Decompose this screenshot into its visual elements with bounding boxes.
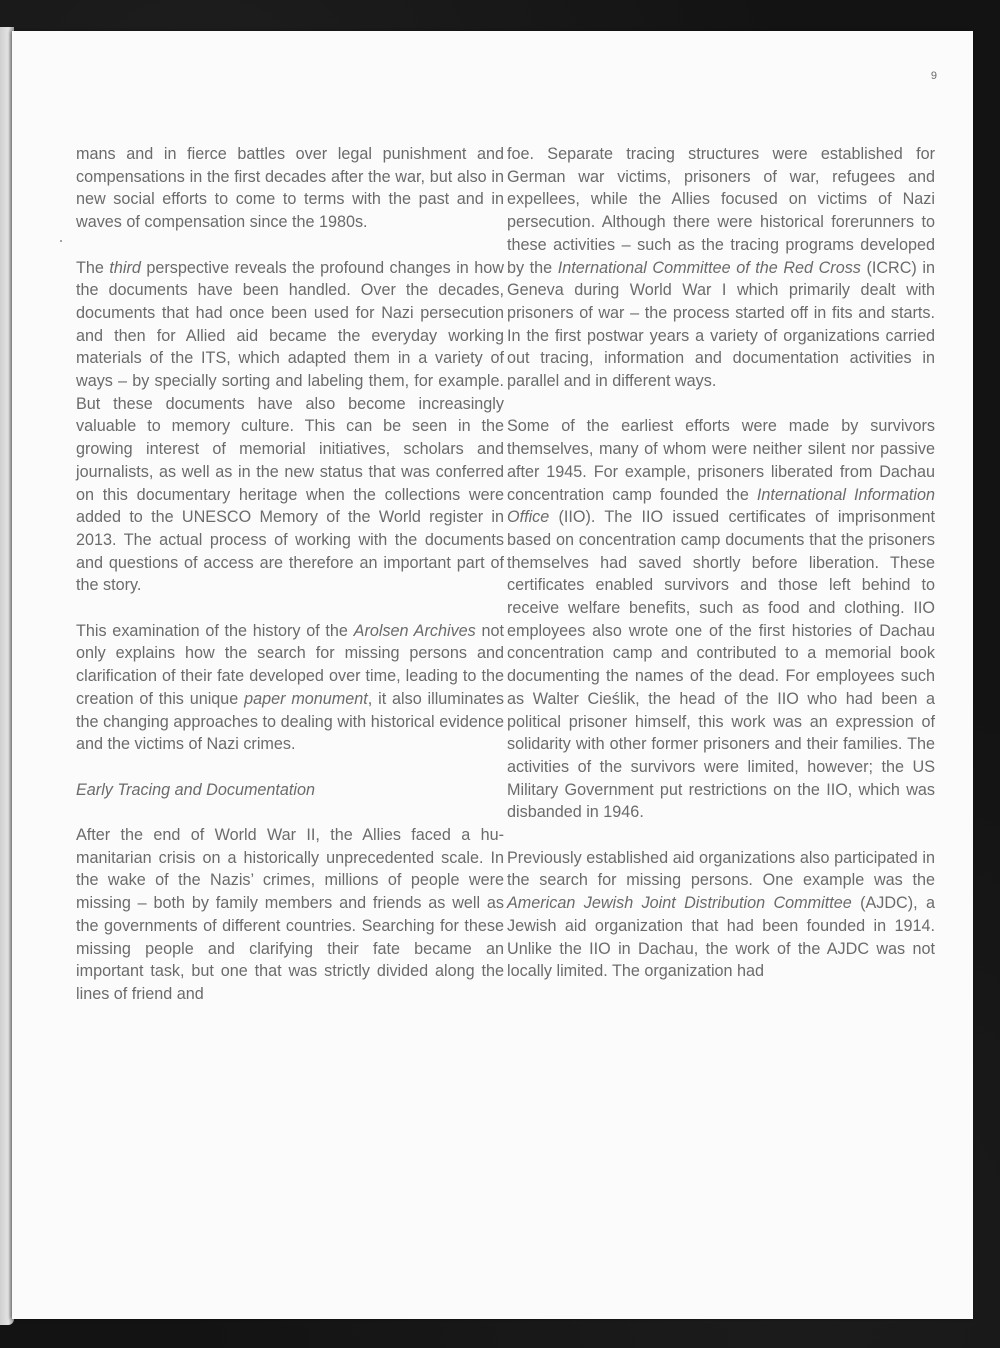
book-page bbox=[12, 31, 973, 1319]
text-segment: (IIO). The IIO issued certificates of imprisonment based on concentration camp documents that the prisoners themselves had saved shortly before liberation. These certificates enabled survivors and those left behind to receive welfare benefits, such as food and clothing. IIO employees also wrote one of the first histories of Dachau concentration camp and contributed to a memorial book documenting the names of the dead. For employees such as Walter Cieślik, the head of the IIO who had been a political prisoner himself, this work was an expression of solidarity with other former prisoners and their families. The activities of the survivors were limited, however; the US Military Government put restrictions on the IIO, which was disbanded in 1946. bbox=[507, 508, 935, 822]
text-segment: This examination of the history of the bbox=[76, 621, 354, 640]
text-segment: The bbox=[76, 258, 110, 277]
text-segment: perspective reveals the profound changes in how the documents have been handled. Over the decades, documents that had once been used for Nazi persecution and then for Allied aid became the everyday working materials of the ITS, which adapted them in a variety of ways – by specially sorting and labeling them, for example. But these documents have also become increasingly valuable to memory culture. This can be seen in the growing interest of memorial initiatives, scholars and journalists, as well as in the new status that was conferred on this documentary heritage when the collections were added to the UNESCO Memory of the World register in 2013. The actual process of working with the documents and questions of access are therefore an important part of the story. bbox=[76, 258, 504, 595]
italic-segment: International Committee of the Red Cross bbox=[557, 258, 861, 277]
text-segment: Previously established aid organizations also participated in the search for missing persons. One example was the bbox=[507, 848, 935, 890]
text-segment: (ICRC) in Geneva during World War I which primarily dealt with prisoners of war – the process started off in fits and starts. In the first postwar years a variety of organizations carried out tracing, information and documentation activities in parallel and in different ways. bbox=[507, 258, 935, 391]
paragraph bbox=[507, 847, 935, 983]
page-number: 9 bbox=[930, 70, 937, 82]
text-segment: not only explains how the search for missing persons and clarification of their fate developed over time, leading to the creation of this unique bbox=[76, 621, 504, 708]
text-segment: foe. Separate tracing structures were established for German war victims, prisoners of war, refugees and expellees, while the Allies focused on victims of Nazi persecution. Although there were historical forerunners to these activities – such as the tracing programs developed by the bbox=[507, 145, 935, 277]
section-heading: Early Tracing and Documentation bbox=[76, 780, 316, 799]
paragraph bbox=[507, 415, 935, 824]
left-column bbox=[76, 143, 504, 1028]
paper-speck bbox=[60, 240, 62, 242]
right-column bbox=[507, 143, 935, 1006]
paragraph bbox=[76, 824, 504, 1006]
paragraph bbox=[76, 257, 504, 598]
paragraph bbox=[76, 143, 504, 234]
italic-segment: Arolsen Archives bbox=[353, 621, 476, 640]
text-segment: (AJDC), a Jewish aid organization that had been founded in 1914. Unlike the IIO in Dachau, the work of the AJDC was not locally limited. The organization had bbox=[507, 894, 935, 981]
italic-segment: third bbox=[109, 258, 141, 277]
italic-segment: paper monument bbox=[244, 689, 368, 708]
text-segment: Some of the earliest efforts were made by survivors themselves, many of whom were neither silent nor passive after 1945. For example, prisoners liberated from Dachau concentration camp founded the bbox=[507, 417, 935, 504]
paragraph bbox=[76, 620, 504, 756]
text-segment: After the end of World War II, the Allies faced a humanitarian crisis on a historically unprecedented scale. In the wake of the Nazis’ crimes, millions of people were missing – both by family members and friends as well as the governments of different countries. Searching for these missing people and clarifying their fate became an important task, but one that was strictly divided along the lines of friend and bbox=[76, 826, 504, 1003]
text-segment: mans and in fierce battles over legal punishment and compensations in the first decades after the war, but also in new social efforts to come to terms with the past and in waves of compensation since the 1980s. bbox=[76, 145, 504, 232]
italic-segment: International Information Office bbox=[507, 485, 935, 527]
italic-segment: American Jewish Joint Distribution Committee bbox=[507, 894, 852, 913]
text-segment: , it also illuminates the changing approaches to dealing with historical evidence and the victims of Nazi crimes. bbox=[76, 689, 504, 754]
paragraph bbox=[507, 143, 935, 393]
